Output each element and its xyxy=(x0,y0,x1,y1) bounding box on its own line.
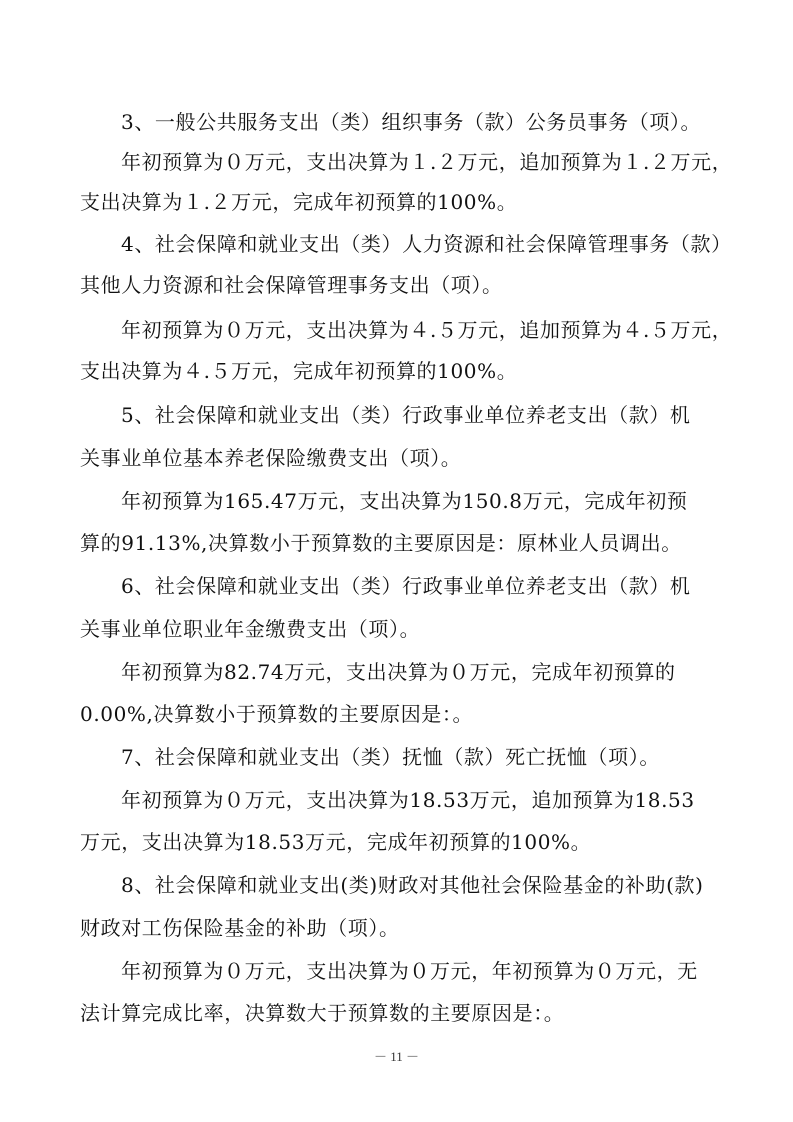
paragraph-4-text-line-1: 年初预算为０万元，支出决算为４.５万元，追加预算为４.５万元， xyxy=(121,318,733,342)
paragraph-7-heading: 7、社会保障和就业支出（类）抚恤（款）死亡抚恤（项）。 xyxy=(121,745,660,769)
paragraph-6-heading-line-1: 6、社会保障和就业支出（类）行政事业单位养老支出（款）机 xyxy=(121,574,691,598)
paragraph-8-text-line-2: 法计算完成比率，决算数大于预算数的主要原因是：。 xyxy=(80,1001,565,1025)
paragraph-4-text-line-2: 支出决算为４.５万元，完成年初预算的100%。 xyxy=(80,359,518,383)
paragraph-7-text-line-1: 年初预算为０万元，支出决算为18.53万元，追加预算为18.53 xyxy=(121,788,695,812)
paragraph-5-text-line-1: 年初预算为165.47万元，支出决算为150.8万元，完成年初预 xyxy=(121,489,688,513)
paragraph-8-heading-line-1: 8、社会保障和就业支出(类)财政对其他社会保险基金的补助(款) xyxy=(121,873,704,897)
paragraph-6-text-line-2: 0.00%,决算数小于预算数的主要原因是：。 xyxy=(80,702,474,726)
paragraph-3-heading: 3、一般公共服务支出（类）组织事务（款）公务员事务（项）。 xyxy=(121,110,702,134)
paragraph-3-text-line-2: 支出决算为１.２万元，完成年初预算的100%。 xyxy=(80,190,518,214)
paragraph-6-text-line-1: 年初预算为82.74万元，支出决算为０万元，完成年初预算的 xyxy=(121,660,676,684)
paragraph-5-heading-line-2: 关事业单位基本养老保险缴费支出（项）。 xyxy=(80,446,462,470)
paragraph-5-heading-line-1: 5、社会保障和就业支出（类）行政事业单位养老支出（款）机 xyxy=(121,403,691,427)
paragraph-8-heading-line-2: 财政对工伤保险基金的补助（项）。 xyxy=(80,916,400,940)
paragraph-7-text-line-2: 万元，支出决算为18.53万元，完成年初预算的100%。 xyxy=(80,830,592,854)
paragraph-4-heading-line-1: 4、社会保障和就业支出（类）人力资源和社会保障管理事务（款） xyxy=(121,232,732,256)
page-number: － 11 － xyxy=(373,1049,420,1064)
paragraph-8-text-line-1: 年初预算为０万元，支出决算为０万元，年初预算为０万元，无 xyxy=(121,959,698,983)
paragraph-5-text-line-2: 算的91.13%,决算数小于预算数的主要原因是：原林业人员调出。 xyxy=(80,531,682,555)
paragraph-6-heading-line-2: 关事业单位职业年金缴费支出（项）。 xyxy=(80,617,421,641)
paragraph-3-text-line-1: 年初预算为０万元，支出决算为１.２万元，追加预算为１.２万元， xyxy=(121,150,733,174)
paragraph-4-heading-line-2: 其他人力资源和社会保障管理事务支出（项）。 xyxy=(80,273,503,297)
